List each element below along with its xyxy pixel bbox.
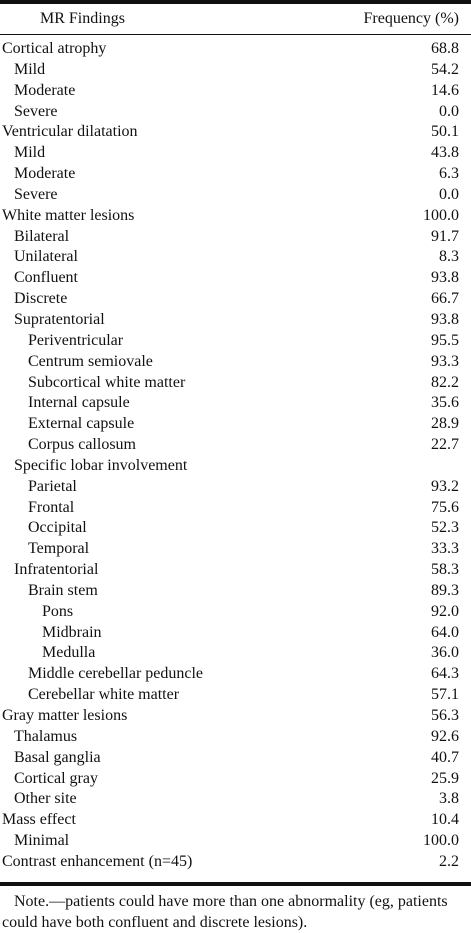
- row-label: Confluent: [14, 269, 78, 287]
- table-note: [2, 891, 469, 933]
- row-label: Contrast enhancement (n=45): [2, 852, 193, 870]
- table-row: [0, 434, 471, 455]
- row-label: Infratentorial: [14, 561, 99, 579]
- header-frequency: Frequency (%): [363, 10, 459, 27]
- row-label: Specific lobar involvement: [14, 456, 188, 474]
- table-row: [0, 309, 471, 330]
- row-frequency: 14.6: [431, 81, 459, 99]
- table-row: [0, 372, 471, 393]
- row-frequency: 40.7: [431, 748, 459, 766]
- table-row: [0, 642, 471, 663]
- row-label: Subcortical white matter: [28, 373, 186, 391]
- row-label: Cerebellar white matter: [28, 686, 180, 704]
- row-label: Unilateral: [14, 248, 78, 266]
- table-row: [0, 497, 471, 518]
- row-frequency: 92.0: [431, 602, 459, 620]
- row-frequency: 50.1: [431, 123, 459, 141]
- row-label: Frontal: [28, 498, 75, 516]
- row-frequency: 75.6: [431, 498, 459, 516]
- row-label: Severe: [14, 102, 58, 120]
- row-label: White matter lesions: [2, 206, 135, 224]
- row-frequency: 54.2: [431, 60, 459, 78]
- table-row: [0, 538, 471, 559]
- row-label: Midbrain: [42, 623, 102, 641]
- row-label: Middle cerebellar peduncle: [28, 665, 204, 683]
- table-row: [0, 330, 471, 351]
- row-label: External capsule: [28, 415, 135, 433]
- row-label: Cortical atrophy: [2, 40, 107, 57]
- row-frequency: 93.8: [431, 310, 459, 328]
- row-label: Mass effect: [2, 811, 76, 829]
- row-label: Occipital: [28, 519, 87, 537]
- row-label: Minimal: [14, 832, 70, 850]
- row-label: Centrum semiovale: [28, 352, 153, 370]
- row-label: Ventricular dilatation: [2, 123, 138, 141]
- table-row: [0, 851, 471, 872]
- row-frequency: 8.3: [439, 248, 459, 266]
- table-row: [0, 413, 471, 434]
- table-row: [0, 684, 471, 705]
- table-bottom-rule: [0, 882, 471, 886]
- row-label: Severe: [14, 185, 58, 203]
- row-label: Corpus callosum: [28, 436, 136, 454]
- table-row: [0, 226, 471, 247]
- table-row: [0, 101, 471, 122]
- row-frequency: 10.4: [431, 811, 459, 829]
- row-frequency: 56.3: [431, 707, 459, 724]
- row-frequency: 0.0: [439, 185, 459, 203]
- table-row: [0, 768, 471, 789]
- header-findings: MR Findings: [40, 10, 125, 27]
- row-label: Thalamus: [14, 727, 78, 745]
- row-frequency: 2.2: [439, 852, 459, 870]
- row-frequency: 35.6: [431, 394, 459, 412]
- row-label: Parietal: [28, 477, 77, 495]
- row-label: Brain stem: [28, 581, 98, 599]
- row-frequency: 43.8: [431, 144, 459, 162]
- table-row: [0, 184, 471, 205]
- row-label: Temporal: [28, 540, 90, 558]
- row-label: Medulla: [42, 644, 96, 662]
- table-row: [0, 351, 471, 372]
- note-line-1: Note.—patients could have more than one abnormality (eg, patients: [14, 893, 448, 910]
- row-label: Internal capsule: [28, 394, 130, 412]
- table-row: [0, 142, 471, 163]
- table-row: [0, 38, 471, 59]
- table-header-rule: [0, 34, 471, 35]
- row-label: Other site: [14, 790, 77, 808]
- table-row: [0, 663, 471, 684]
- row-frequency: 66.7: [431, 290, 459, 308]
- row-label: Moderate: [14, 165, 76, 183]
- table-row: [0, 747, 471, 768]
- row-frequency: 64.0: [431, 623, 459, 641]
- table-row: [0, 267, 471, 288]
- row-frequency: 58.3: [431, 561, 459, 579]
- table-row: [0, 580, 471, 601]
- table-row: [0, 726, 471, 747]
- row-frequency: 3.8: [439, 790, 459, 808]
- row-label: Gray matter lesions: [2, 707, 128, 724]
- row-frequency: 57.1: [431, 686, 459, 704]
- table-row: [0, 455, 471, 476]
- table-row: [0, 622, 471, 643]
- row-frequency: 0.0: [439, 102, 459, 120]
- table-top-rule: [0, 0, 471, 4]
- row-label: Periventricular: [28, 331, 124, 349]
- row-frequency: 93.3: [431, 352, 459, 370]
- table-row: [0, 288, 471, 309]
- row-label: Cortical gray: [14, 769, 98, 787]
- row-label: Pons: [42, 602, 74, 620]
- row-frequency: 36.0: [431, 644, 459, 662]
- row-frequency: 64.3: [431, 665, 459, 683]
- table-row: [0, 392, 471, 413]
- table-row: [0, 121, 471, 142]
- row-frequency: 6.3: [439, 165, 459, 183]
- table-row: [0, 205, 471, 226]
- table-header: [0, 7, 471, 31]
- table-row: [0, 476, 471, 497]
- row-frequency: 91.7: [431, 227, 459, 245]
- row-frequency: 100.0: [423, 832, 459, 850]
- row-frequency: 95.5: [431, 331, 459, 349]
- row-frequency: 52.3: [431, 519, 459, 537]
- table-row: [0, 788, 471, 809]
- row-label: Supratentorial: [14, 310, 105, 328]
- table-row: [0, 705, 471, 726]
- table-row: [0, 830, 471, 851]
- row-label: Mild: [14, 144, 46, 162]
- table-row: [0, 559, 471, 580]
- table-row: [0, 517, 471, 538]
- row-label: Moderate: [14, 81, 76, 99]
- table-row: [0, 59, 471, 80]
- table-body: [0, 38, 471, 872]
- note-line-2: could have both confluent and discrete lesions).: [2, 914, 308, 931]
- row-label: Mild: [14, 60, 46, 78]
- table-row: [0, 163, 471, 184]
- row-label: Bilateral: [14, 227, 70, 245]
- row-frequency: 68.8: [431, 40, 459, 57]
- row-frequency: 22.7: [431, 436, 459, 454]
- row-frequency: 100.0: [423, 206, 459, 224]
- row-frequency: 92.6: [431, 727, 459, 745]
- table-row: [0, 246, 471, 267]
- row-frequency: 93.8: [431, 269, 459, 287]
- row-frequency: 33.3: [431, 540, 459, 558]
- table-row: [0, 601, 471, 622]
- row-frequency: 25.9: [431, 769, 459, 787]
- table-row: [0, 80, 471, 101]
- row-label: Discrete: [14, 290, 68, 308]
- row-frequency: 89.3: [431, 581, 459, 599]
- row-label: Basal ganglia: [14, 748, 101, 766]
- table-row: [0, 809, 471, 830]
- row-frequency: 28.9: [431, 415, 459, 433]
- row-frequency: 93.2: [431, 477, 459, 495]
- row-frequency: 82.2: [431, 373, 459, 391]
